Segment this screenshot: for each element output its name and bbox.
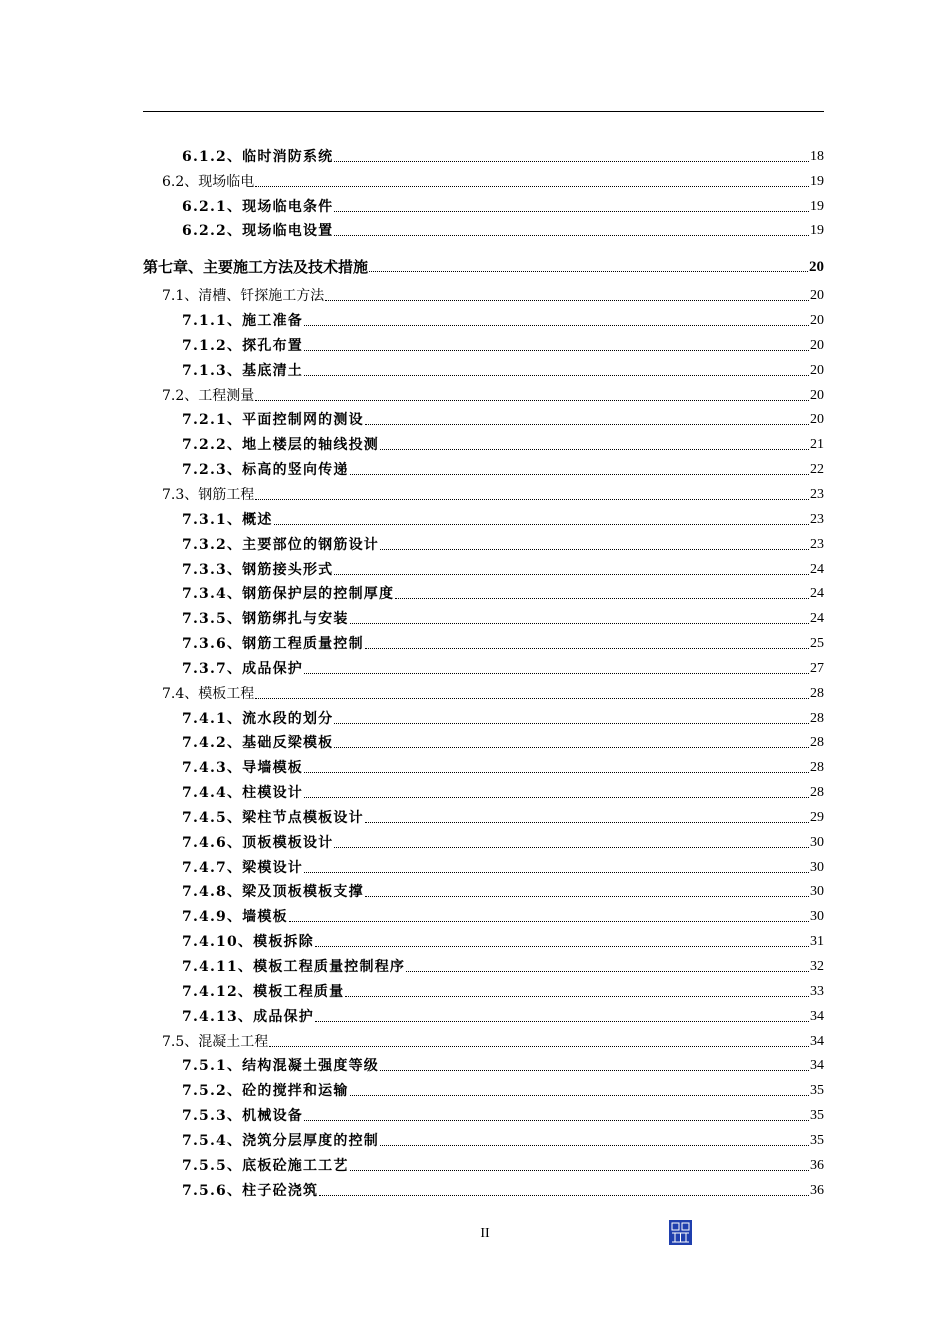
dot-leader <box>315 945 809 947</box>
toc-entry[interactable] <box>143 950 824 975</box>
toc-entry-title: 7.1.1、施工准备 <box>182 313 303 330</box>
table-of-contents <box>143 140 824 1199</box>
dot-leader <box>406 970 809 972</box>
toc-entry-title: 7.4.1、流水段的划分 <box>182 710 334 727</box>
toc-entry[interactable] <box>143 379 824 404</box>
toc-entry[interactable] <box>143 602 824 627</box>
toc-entry-title: 7.4.7、梁模设计 <box>182 859 303 876</box>
toc-entry-page: 20 <box>810 337 824 353</box>
toc-entry-title: 7.4.8、梁及顶板模板支撑 <box>182 884 364 901</box>
toc-entry-title: 7.4、模板工程 <box>162 685 255 702</box>
toc-entry-page: 20 <box>810 412 824 428</box>
toc-entry-title: 7.3.5、钢筋绑扎与安装 <box>182 611 349 628</box>
toc-entry-page: 34 <box>810 1033 824 1049</box>
dot-leader <box>319 1194 809 1196</box>
dot-leader <box>255 697 809 699</box>
toc-entry-title: 7.1.3、基底清土 <box>182 362 303 379</box>
toc-entry[interactable] <box>143 900 824 925</box>
toc-entry-title: 7.4.11、模板工程质量控制程序 <box>182 959 406 975</box>
dot-leader <box>334 160 809 162</box>
toc-entry-title: 7.3.7、成品保护 <box>182 660 303 677</box>
dot-leader <box>325 299 809 301</box>
toc-entry-page: 36 <box>810 1157 824 1173</box>
dot-leader <box>365 821 809 823</box>
dot-leader <box>304 796 809 798</box>
toc-entry[interactable] <box>143 702 824 727</box>
toc-entry-page: 22 <box>810 462 824 478</box>
toc-entry[interactable] <box>143 428 824 453</box>
toc-entry[interactable] <box>143 677 824 702</box>
dot-leader <box>304 1119 809 1121</box>
toc-entry-page: 23 <box>810 486 824 502</box>
toc-entry[interactable] <box>143 1025 824 1050</box>
toc-entry-title: 7.5.3、机械设备 <box>182 1108 303 1125</box>
toc-entry-page: 34 <box>810 1008 824 1024</box>
dot-leader <box>395 597 809 599</box>
dot-leader <box>334 846 809 848</box>
dot-leader <box>365 895 809 897</box>
dot-leader <box>369 270 808 272</box>
toc-entry-page: 28 <box>810 685 824 701</box>
dot-leader <box>315 1020 809 1022</box>
toc-entry[interactable] <box>143 627 824 652</box>
toc-entry-title: 7.2.1、平面控制网的测设 <box>182 412 364 429</box>
dot-leader <box>380 548 809 550</box>
toc-entry-title: 7.3.3、钢筋接头形式 <box>182 561 334 578</box>
toc-entry-title: 7.4.9、墙模板 <box>182 909 288 926</box>
toc-entry-title: 7.4.2、基础反梁模板 <box>182 735 334 752</box>
dot-leader <box>304 324 809 326</box>
toc-entry[interactable] <box>143 751 824 776</box>
toc-entry[interactable] <box>143 652 824 677</box>
toc-entry-page: 33 <box>810 983 824 999</box>
dot-leader <box>304 871 809 873</box>
toc-entry-page: 19 <box>810 173 824 189</box>
dot-leader <box>304 349 809 351</box>
toc-entry-page: 35 <box>810 1083 824 1099</box>
toc-entry[interactable] <box>143 528 824 553</box>
dot-leader <box>304 771 809 773</box>
toc-entry-title: 7.5、混凝土工程 <box>162 1033 269 1050</box>
toc-entry[interactable] <box>143 876 824 901</box>
toc-entry[interactable] <box>143 553 824 578</box>
toc-entry-title: 7.4.4、柱模设计 <box>182 785 303 802</box>
dot-leader <box>350 1094 809 1096</box>
toc-entry[interactable] <box>143 801 824 826</box>
toc-entry-title: 7.4.5、梁柱节点模板设计 <box>182 809 364 826</box>
header-rule <box>143 111 824 112</box>
toc-entry-title: 6.1.2、临时消防系统 <box>182 148 334 165</box>
toc-entry-page: 20 <box>809 259 824 276</box>
toc-entry-page: 25 <box>810 636 824 652</box>
toc-entry-title: 7.4.10、模板拆除 <box>182 934 314 951</box>
dot-leader <box>365 423 809 425</box>
toc-entry[interactable] <box>143 279 824 304</box>
toc-entry[interactable] <box>143 404 824 429</box>
toc-entry-page: 30 <box>810 834 824 850</box>
page-number: II <box>480 1226 490 1241</box>
toc-entry[interactable] <box>143 478 824 503</box>
toc-entry[interactable] <box>143 826 824 851</box>
toc-entry-title: 7.1、清槽、钎探施工方法 <box>162 288 325 305</box>
toc-entry-title: 6.2、现场临电 <box>162 173 255 190</box>
dot-leader <box>380 1069 809 1071</box>
toc-entry-title: 6.2.2、现场临电设置 <box>182 223 334 240</box>
toc-entry[interactable] <box>143 578 824 603</box>
toc-entry-title: 7.2.3、标高的竖向传递 <box>182 462 349 479</box>
toc-entry[interactable] <box>143 1074 824 1099</box>
toc-entry-page: 35 <box>810 1132 824 1148</box>
toc-entry-title: 第七章、主要施工方法及技术措施 <box>143 258 369 277</box>
toc-entry[interactable] <box>143 453 824 478</box>
toc-entry-page: 20 <box>810 362 824 378</box>
dot-leader <box>304 672 809 674</box>
toc-entry-page: 18 <box>810 148 824 164</box>
toc-entry-page: 30 <box>810 884 824 900</box>
toc-entry-page: 30 <box>810 859 824 875</box>
company-logo-icon <box>669 1220 692 1245</box>
toc-entry[interactable] <box>143 776 824 801</box>
dot-leader <box>304 374 809 376</box>
toc-entry[interactable] <box>143 1000 824 1025</box>
toc-entry[interactable] <box>143 1050 824 1075</box>
toc-entry-page: 20 <box>810 387 824 403</box>
toc-entry-title: 7.5.2、砼的搅拌和运输 <box>182 1083 349 1100</box>
toc-entry-title: 7.4.6、顶板模板设计 <box>182 834 334 851</box>
toc-entry[interactable] <box>143 851 824 876</box>
dot-leader <box>380 448 809 450</box>
dot-leader <box>334 210 809 212</box>
toc-entry-page: 27 <box>810 660 824 676</box>
toc-entry-page: 23 <box>810 511 824 527</box>
toc-entry-page: 31 <box>810 934 824 950</box>
dot-leader <box>255 185 809 187</box>
dot-leader <box>334 573 809 575</box>
toc-entry[interactable] <box>143 165 824 190</box>
toc-entry-title: 6.2.1、现场临电条件 <box>182 198 334 215</box>
toc-entry-page: 21 <box>810 437 824 453</box>
dot-leader <box>269 1045 809 1047</box>
toc-entry-title: 7.3.2、主要部位的钢筋设计 <box>182 536 379 553</box>
toc-entry[interactable] <box>143 354 824 379</box>
dot-leader <box>274 523 809 525</box>
toc-entry[interactable] <box>143 140 824 165</box>
dot-leader <box>350 1169 809 1171</box>
toc-entry-page: 24 <box>810 586 824 602</box>
dot-leader <box>350 622 809 624</box>
toc-entry-page: 20 <box>810 313 824 329</box>
toc-entry-page: 29 <box>810 809 824 825</box>
toc-chapter-entry[interactable] <box>143 245 824 275</box>
toc-entry-title: 7.4.13、成品保护 <box>182 1008 314 1025</box>
toc-entry-page: 32 <box>810 959 824 974</box>
toc-entry[interactable] <box>143 304 824 329</box>
toc-entry[interactable] <box>143 190 824 215</box>
toc-entry-title: 7.4.3、导墙模板 <box>182 760 303 777</box>
dot-leader <box>365 647 809 649</box>
toc-entry-page: 20 <box>810 288 824 304</box>
toc-entry[interactable] <box>143 1099 824 1124</box>
toc-entry-title: 7.5.5、底板砼施工工艺 <box>182 1157 349 1174</box>
toc-entry-page: 24 <box>810 561 824 577</box>
toc-entry-title: 7.5.6、柱子砼浇筑 <box>182 1182 319 1199</box>
toc-entry-page: 28 <box>810 710 824 726</box>
toc-entry-page: 34 <box>810 1058 824 1074</box>
toc-entry-page: 28 <box>810 735 824 751</box>
dot-leader <box>289 920 809 922</box>
dot-leader <box>255 399 809 401</box>
toc-entry[interactable] <box>143 727 824 752</box>
toc-entry-title: 7.1.2、探孔布置 <box>182 337 303 354</box>
dot-leader <box>345 995 809 997</box>
dot-leader <box>334 234 809 236</box>
toc-entry-page: 30 <box>810 909 824 925</box>
toc-entry-page: 28 <box>810 785 824 801</box>
toc-entry-title: 7.3.6、钢筋工程质量控制 <box>182 636 364 653</box>
toc-entry[interactable] <box>143 1124 824 1149</box>
toc-entry-title: 7.5.1、结构混凝土强度等级 <box>182 1058 379 1075</box>
toc-entry-page: 24 <box>810 611 824 627</box>
toc-entry-title: 7.3.4、钢筋保护层的控制厚度 <box>182 586 395 603</box>
dot-leader <box>380 1144 809 1146</box>
dot-leader <box>334 722 809 724</box>
toc-entry[interactable] <box>143 1149 824 1174</box>
toc-entry[interactable] <box>143 975 824 1000</box>
toc-entry-title: 7.2.2、地上楼层的轴线投测 <box>182 437 379 454</box>
toc-entry[interactable] <box>143 925 824 950</box>
toc-entry[interactable] <box>143 215 824 240</box>
dot-leader <box>334 746 809 748</box>
toc-entry-title: 7.4.12、模板工程质量 <box>182 983 345 1000</box>
toc-entry-title: 7.3.1、概述 <box>182 511 273 528</box>
toc-entry-title: 7.5.4、浇筑分层厚度的控制 <box>182 1132 379 1149</box>
toc-entry[interactable] <box>143 329 824 354</box>
toc-entry[interactable] <box>143 503 824 528</box>
toc-entry[interactable] <box>143 1174 824 1199</box>
toc-entry-page: 19 <box>810 198 824 214</box>
toc-entry-title: 7.2、工程测量 <box>162 387 255 404</box>
toc-entry-page: 28 <box>810 760 824 776</box>
toc-entry-page: 19 <box>810 223 824 239</box>
dot-leader <box>255 498 809 500</box>
toc-entry-title: 7.3、钢筋工程 <box>162 486 255 503</box>
toc-entry-page: 35 <box>810 1108 824 1124</box>
toc-entry-page: 36 <box>810 1182 824 1198</box>
toc-entry-page: 23 <box>810 536 824 552</box>
dot-leader <box>350 473 809 475</box>
